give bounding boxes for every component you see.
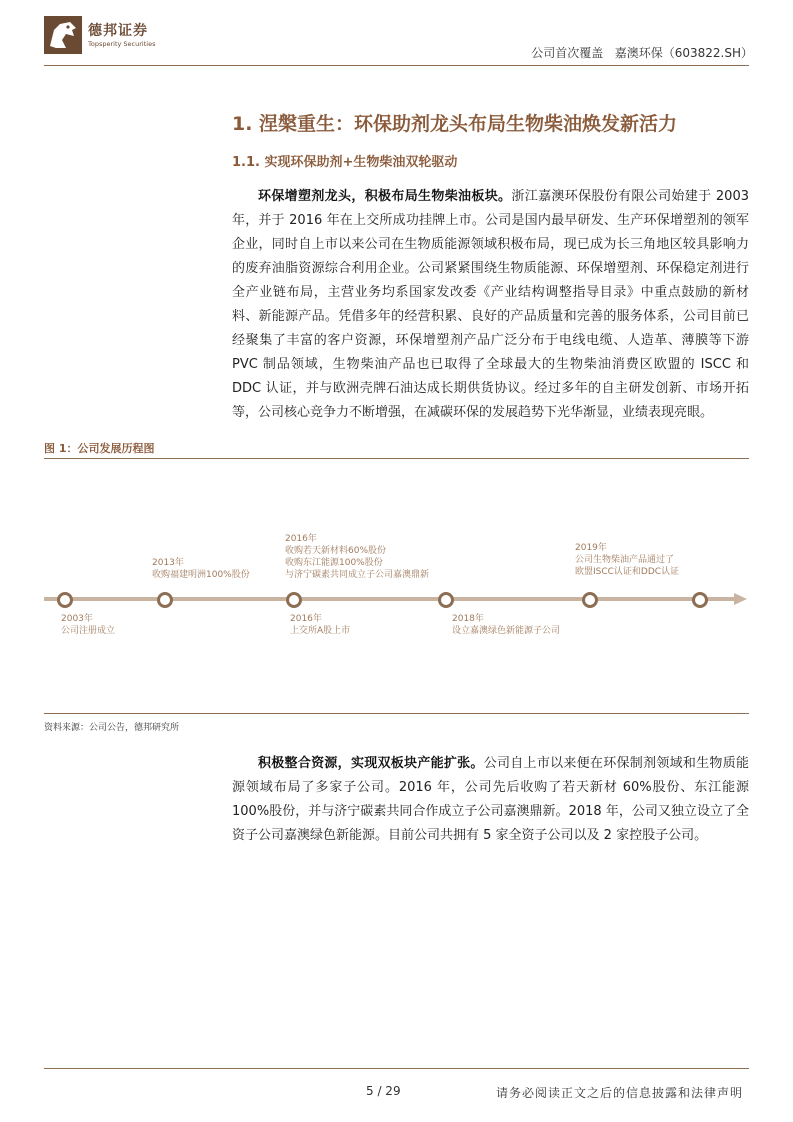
timeline-arrow bbox=[44, 592, 749, 606]
timeline-event-2018 bbox=[452, 613, 560, 637]
timeline-dot-2019 bbox=[582, 592, 598, 608]
event-line: 收购东江能源100%股份 bbox=[285, 558, 383, 568]
timeline-dot-2013 bbox=[157, 592, 173, 608]
timeline-dot-2003 bbox=[57, 592, 73, 608]
event-line: 公司注册成立 bbox=[61, 626, 116, 636]
paragraph-expansion-lead: 积极整合资源，实现双板块产能扩张。 bbox=[258, 756, 484, 771]
company-ticker: 嘉澳环保（603822.SH） bbox=[614, 46, 753, 60]
figure-title: 图 1：公司发展历程图 bbox=[44, 442, 155, 455]
timeline-event-2013 bbox=[152, 557, 250, 581]
subsection-title: 1.1. 实现环保助剂+生物柴油双轮驱动 bbox=[232, 155, 458, 170]
timeline-dot-end bbox=[692, 592, 708, 608]
company-logo bbox=[44, 16, 184, 56]
timeline-event-2019 bbox=[575, 542, 679, 578]
event-line: 收购福建明洲100%股份 bbox=[152, 570, 250, 580]
logo-name-cn: 德邦证券 bbox=[88, 23, 148, 39]
footer-divider bbox=[44, 1068, 749, 1069]
legal-disclaimer: 请务必阅读正文之后的信息披露和法律声明 bbox=[495, 1086, 743, 1100]
event-year: 2016年 bbox=[290, 614, 322, 624]
figure-source: 资料来源：公司公告，德邦研究所 bbox=[44, 723, 180, 733]
timeline-event-2016-ipo bbox=[290, 613, 350, 637]
event-year: 2013年 bbox=[152, 558, 184, 568]
timeline-dot-2018 bbox=[438, 592, 454, 608]
paragraph-intro bbox=[232, 185, 749, 425]
page-number: 5 / 29 bbox=[366, 1084, 401, 1098]
event-line: 收购若天新材料60%股份 bbox=[285, 546, 387, 556]
event-line: 设立嘉澳绿色新能源子公司 bbox=[452, 626, 561, 636]
report-type: 公司首次覆盖 bbox=[531, 46, 604, 60]
event-line: 上交所A股上市 bbox=[290, 626, 351, 636]
figure-bottom-divider bbox=[44, 713, 749, 714]
timeline-event-2016-acquisitions bbox=[285, 533, 429, 581]
event-year: 2003年 bbox=[61, 614, 93, 624]
event-year: 2018年 bbox=[452, 614, 484, 624]
figure-top-divider bbox=[44, 458, 749, 459]
timeline-dot-2016 bbox=[286, 592, 302, 608]
event-year: 2016年 bbox=[285, 534, 317, 544]
header-divider bbox=[44, 65, 749, 66]
paragraph-expansion bbox=[232, 752, 749, 848]
securities-logo-icon bbox=[44, 16, 82, 54]
event-line: 与济宁碳素共同成立子公司嘉澳鼎新 bbox=[285, 570, 430, 580]
paragraph-expansion-body: 公司自上市以来便在环保制剂领域和生物质能源领域布局了多家子公司。2016 年，公司先后收购了若天新材 60%股份、东江能源 100%股份，并与济宁碳素共同合作成立子公司嘉澳鼎新。2018 年，公司又独立设立了全资子公司嘉澳绿色新能源。目前公司共拥有 5 家全资子公司以及 2 家控股子公司。 bbox=[232, 756, 749, 843]
report-header bbox=[531, 44, 753, 61]
event-line: 公司生物柴油产品通过了 bbox=[575, 555, 675, 565]
section-title: 1. 涅槃重生：环保助剂龙头布局生物柴油焕发新活力 bbox=[232, 113, 678, 135]
timeline-chart bbox=[44, 462, 749, 712]
timeline-event-2003 bbox=[61, 613, 115, 637]
logo-name-en: Topsperity Securities bbox=[88, 40, 156, 48]
event-line: 欧盟ISCC认证和DDC认证 bbox=[575, 567, 680, 577]
event-year: 2019年 bbox=[575, 543, 607, 553]
paragraph-intro-body: 浙江嘉澳环保股份有限公司始建于 2003 年，并于 2016 年在上交所成功挂牌上市。公司是国内最早研发、生产环保增塑剂的领军企业，同时自上市以来公司在生物质能源领域积极布局，现已成为长三角地区较具影响力的废弃油脂资源综合利用企业。公司紧紧围绕生物质能源、环保增塑剂、环保稳定剂进行全产业链布局，主营业务均系国家发改委《产业结构调整指导目录》中重点鼓励的新材料、新能源产品。凭借多年的经营积累、良好的产品质量和完善的服务体系，公司目前已经聚集了丰富的客户资源，环保增塑剂产品广泛分布于电线电缆、人造革、薄膜等下游 PVC 制品领域，生物柴油产品也已取得了全球最大的生物柴油消费区欧盟的 ISCC 和 DDC 认证，并与欧洲壳牌石油达成长期供货协议。经过多年的自主研发创新、市场开拓等，公司核心竞争力不断增强，在减碳环保的发展趋势下光华渐显，业绩表现亮眼。 bbox=[232, 189, 749, 420]
paragraph-intro-lead: 环保增塑剂龙头，积极布局生物柴油板块。 bbox=[258, 189, 512, 204]
